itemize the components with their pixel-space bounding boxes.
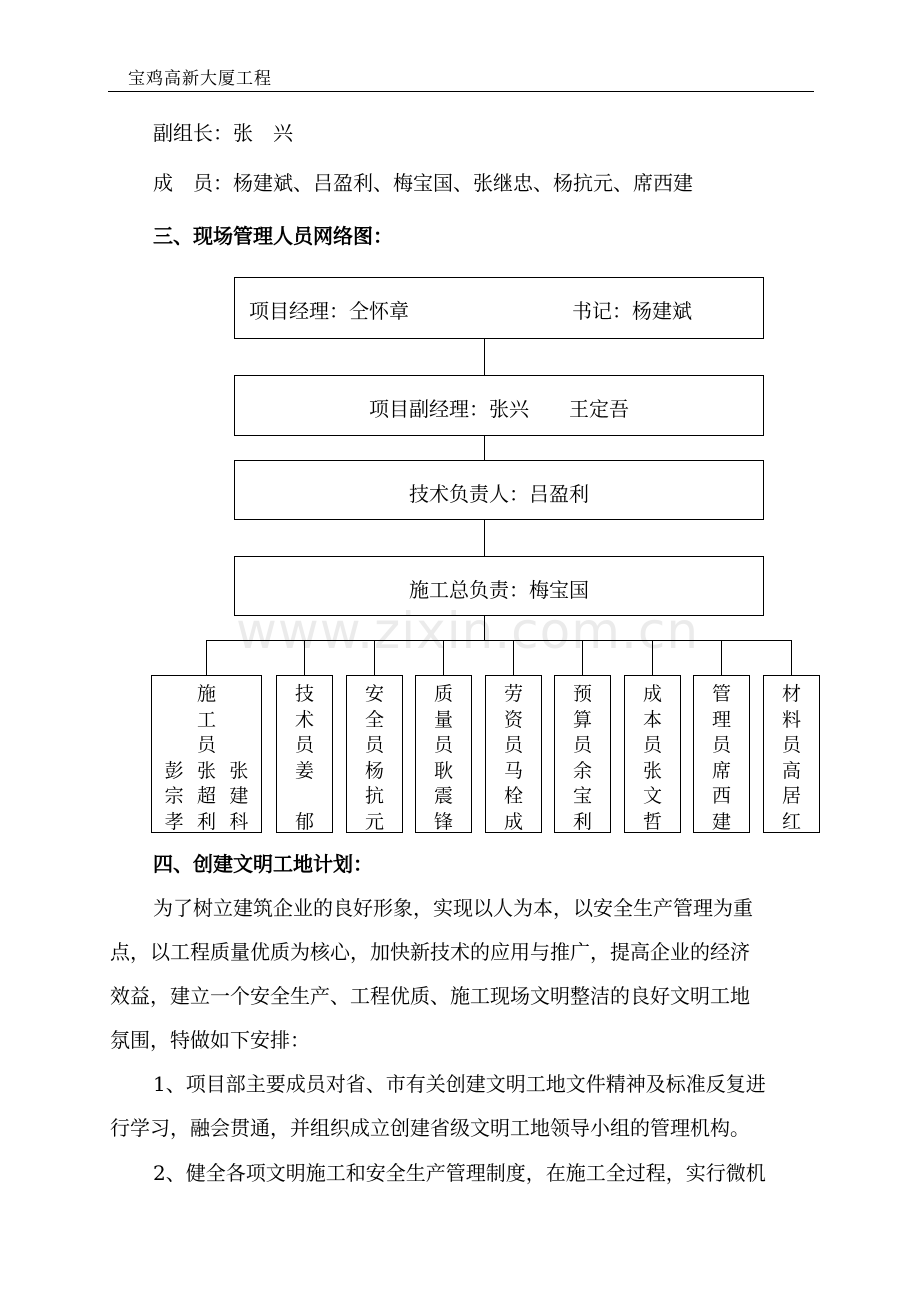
staff-box-quality [415, 675, 472, 833]
staff-box-cost [624, 675, 681, 833]
staff-title-char: 员 [196, 734, 216, 756]
staff-char: 红 [781, 810, 801, 833]
staff-char: 本 [642, 708, 662, 731]
staff-box-construction [151, 675, 262, 833]
header-divider [108, 91, 814, 92]
staff-char: 料 [781, 708, 801, 731]
staff-name-char: 建 [229, 785, 249, 807]
staff-char: 理 [711, 708, 731, 731]
paragraph-line: 2、健全各项文明施工和安全生产管理制度，在施工全过程，实行微机 [153, 1161, 766, 1185]
staff-char: 元 [364, 810, 384, 833]
staff-char: 杨 [364, 759, 384, 782]
staff-char: 员 [364, 734, 384, 756]
staff-char: 预 [572, 683, 592, 705]
staff-names-grid [152, 759, 261, 836]
paragraph-line: 为了树立建筑企业的良好形象，实现以人为本，以安全生产管理为重 [153, 896, 753, 920]
staff-box-budget [554, 675, 611, 833]
section4-heading: 四、创建文明工地计划： [153, 852, 373, 876]
staff-char: 哲 [642, 810, 662, 833]
staff-char: 栓 [503, 785, 523, 807]
paragraph-line: 行学习，融会贯通，并组织成立创建省级文明工地领导小组的管理机构。 [110, 1116, 750, 1140]
staff-char: 量 [433, 708, 453, 731]
staff-title-char: 施 [196, 683, 216, 705]
staff-box-safety [346, 675, 403, 833]
staff-char: 技 [294, 683, 314, 705]
manager-box [234, 277, 764, 339]
paragraph-line: 效益，建立一个安全生产、工程优质、施工现场文明整洁的良好文明工地 [110, 984, 750, 1008]
deputy-manager-label: 项目副经理：张兴 王定吾 [369, 397, 629, 421]
staff-box-labor [485, 675, 542, 833]
staff-name-char: 超 [196, 785, 216, 807]
staff-char: 安 [364, 683, 384, 705]
section3-heading: 三、现场管理人员网络图： [153, 224, 393, 248]
staff-name-char: 宗 [164, 785, 184, 807]
staff-name-char: 张 [196, 759, 216, 782]
secretary-label: 书记：杨建斌 [572, 299, 692, 323]
staff-char: 成 [642, 683, 662, 705]
staff-char: 建 [711, 810, 731, 833]
staff-char: 员 [711, 734, 731, 756]
staff-char: 高 [781, 759, 801, 782]
branch-drop [206, 640, 207, 675]
staff-char: 余 [572, 759, 592, 782]
staff-char: 抗 [364, 785, 384, 807]
staff-char: 文 [642, 785, 662, 807]
staff-name-char: 孝 [164, 810, 184, 833]
staff-char: 郁 [294, 810, 314, 833]
staff-name-char: 利 [196, 810, 216, 833]
staff-char: 震 [433, 785, 453, 807]
deputy-manager-box [234, 375, 764, 436]
staff-char: 张 [642, 759, 662, 782]
staff-char: 马 [503, 759, 523, 782]
staff-char: 算 [572, 708, 592, 731]
staff-char: 居 [781, 785, 801, 807]
paragraph-line: 点，以工程质量优质为核心，加快新技术的应用与推广，提高企业的经济 [110, 940, 750, 964]
staff-name-char: 科 [229, 810, 249, 833]
staff-box-materials [763, 675, 820, 833]
staff-char: 员 [572, 734, 592, 756]
staff-char: 术 [294, 708, 314, 731]
deputy-leader-line: 副组长：张 兴 [153, 121, 293, 145]
branch-drop [721, 640, 722, 675]
staff-char: 耿 [433, 759, 453, 782]
staff-char [277, 784, 332, 810]
staff-title-char: 工 [196, 708, 216, 731]
staff-char: 资 [503, 708, 523, 731]
staff-char: 管 [711, 683, 731, 705]
staff-char: 劳 [503, 683, 523, 705]
staff-box-technician [276, 675, 333, 833]
paragraph-line: 1、项目部主要成员对省、市有关创建文明工地文件精神及标准反复进 [153, 1072, 766, 1096]
staff-name-char: 张 [229, 759, 249, 782]
construction-lead-label: 施工总负责：梅宝国 [409, 578, 589, 602]
staff-char: 姜 [294, 759, 314, 782]
paragraph-line: 氛围，特做如下安排： [110, 1028, 310, 1052]
connector-line [484, 339, 485, 375]
staff-char: 员 [433, 734, 453, 756]
tech-lead-label: 技术负责人：吕盈利 [409, 482, 589, 506]
staff-char: 员 [781, 734, 801, 756]
staff-char: 全 [364, 708, 384, 731]
manager-label: 项目经理：仝怀章 [249, 299, 409, 323]
staff-char: 材 [781, 683, 801, 705]
staff-char: 西 [711, 785, 731, 807]
staff-char: 席 [711, 759, 731, 782]
connector-line [484, 436, 485, 460]
staff-char: 员 [294, 734, 314, 756]
staff-char: 锋 [433, 810, 453, 833]
staff-char: 质 [433, 683, 453, 705]
watermark-text: www.zixin.com.cn [236, 602, 700, 660]
members-line: 成 员：杨建斌、吕盈利、梅宝国、张继忠、杨抗元、席西建 [153, 171, 693, 195]
staff-name-char: 彭 [164, 759, 184, 782]
staff-char: 员 [642, 734, 662, 756]
staff-char: 员 [503, 734, 523, 756]
branch-drop [791, 640, 792, 675]
connector-line [484, 520, 485, 556]
staff-char: 成 [503, 810, 523, 833]
document-header-title: 宝鸡高新大厦工程 [128, 69, 272, 89]
staff-char: 宝 [572, 785, 592, 807]
tech-lead-box [234, 460, 764, 520]
staff-char: 利 [572, 810, 592, 833]
staff-box-admin [693, 675, 750, 833]
